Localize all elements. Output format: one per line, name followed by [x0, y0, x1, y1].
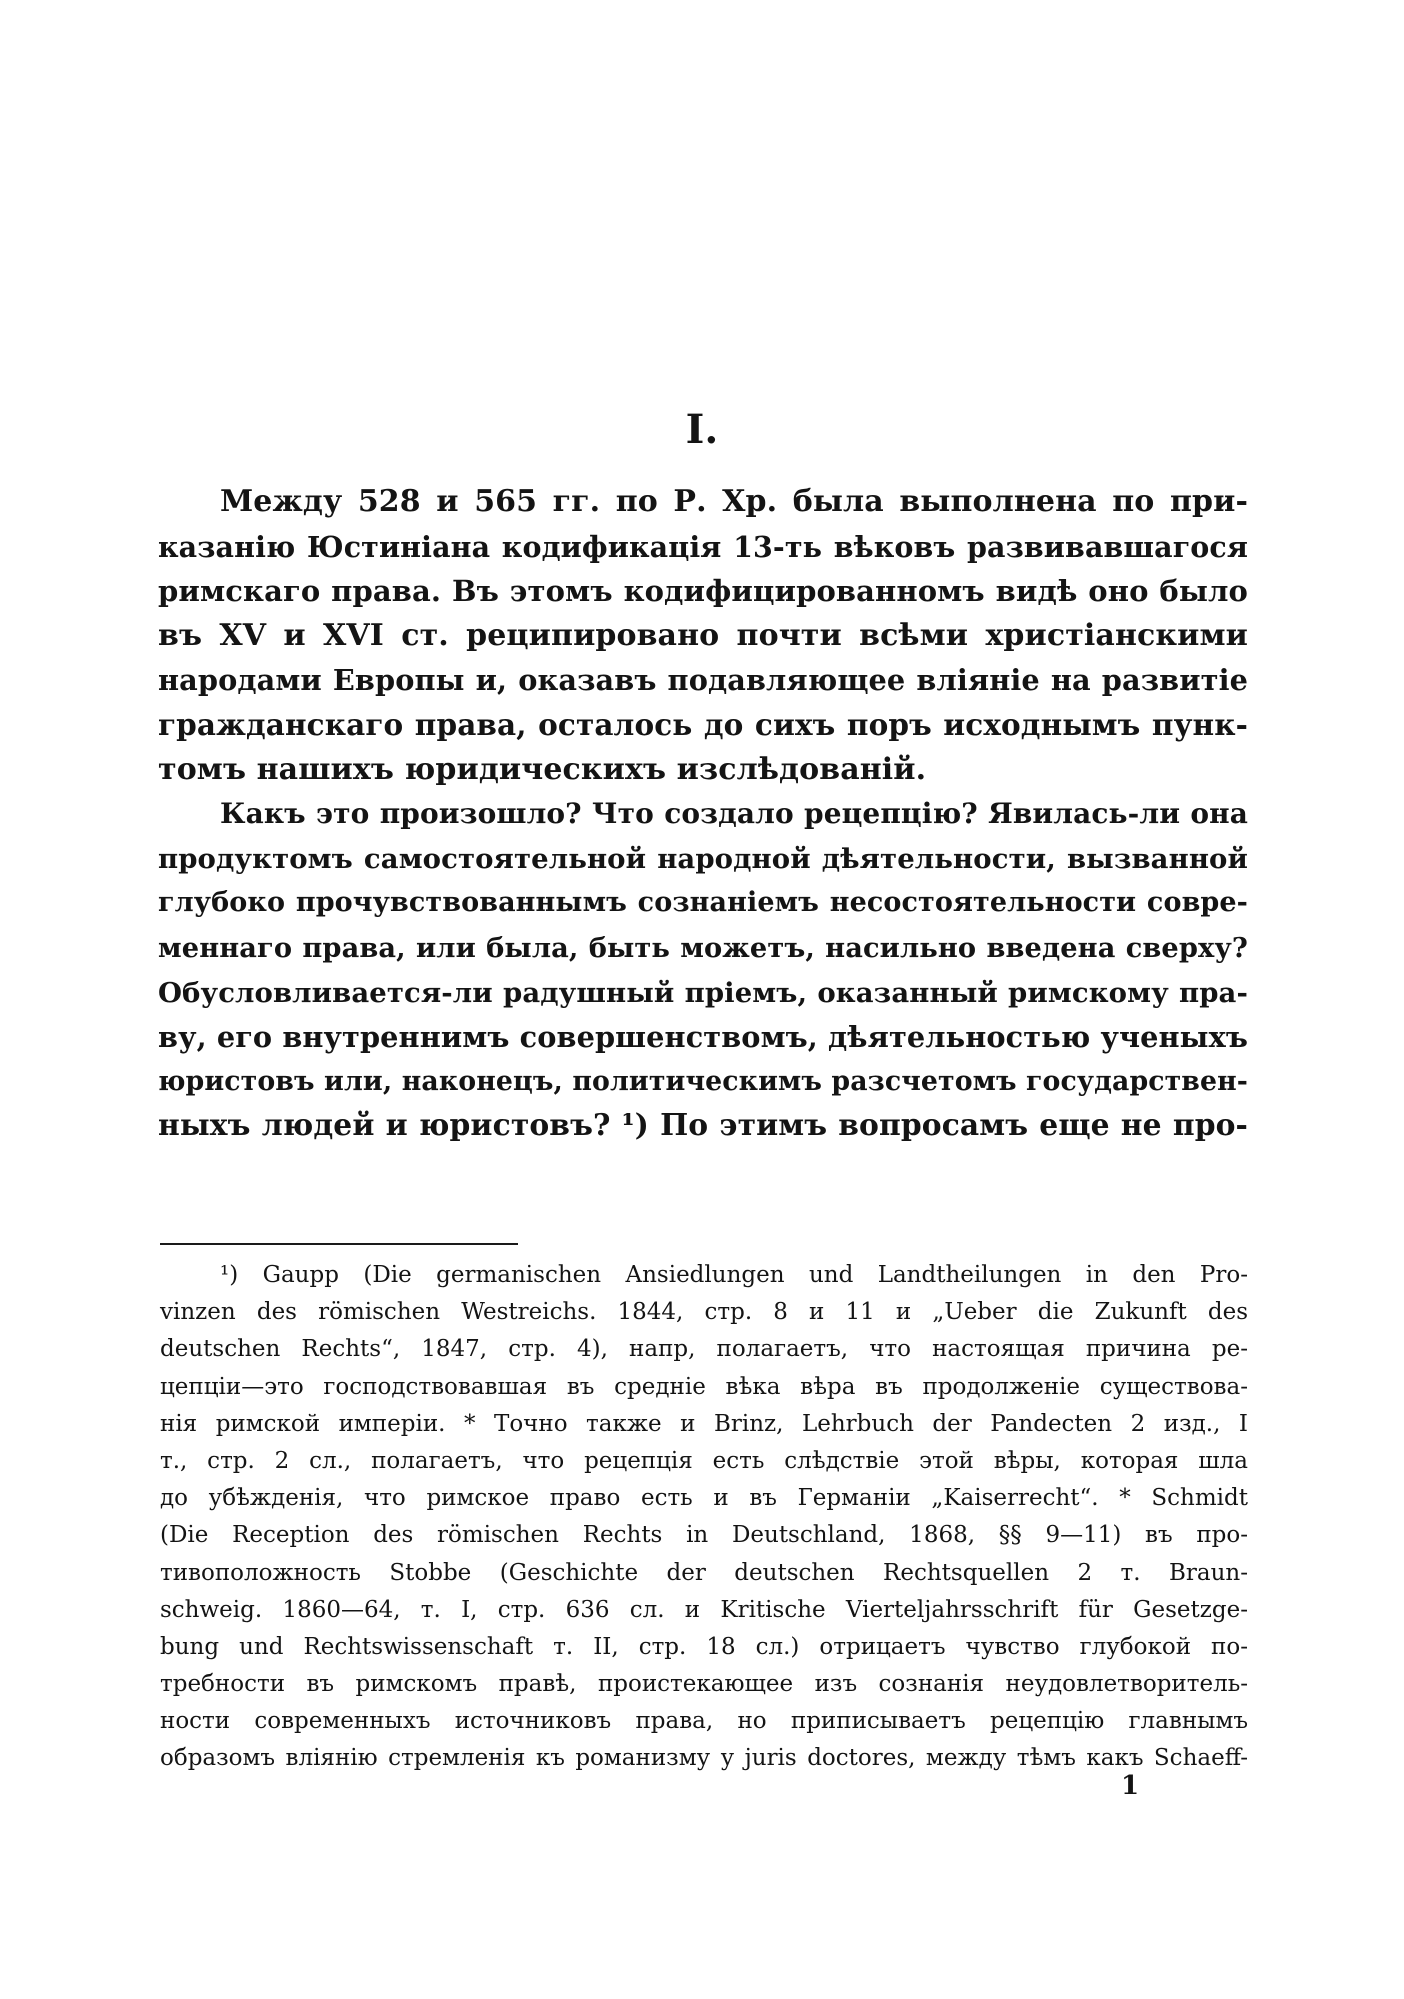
paragraph-1-line: Между 528 и 565 гг. по Р. Хр. была выполнена по при-	[220, 484, 1248, 519]
chapter-heading: I.	[685, 406, 719, 453]
paragraph-1-line: томъ нашихъ юридическихъ изслѣдованій.	[158, 751, 927, 787]
page-number: 1	[1120, 1771, 1140, 1801]
paragraph-2-line: меннаго права, или была, быть можетъ, насильно введена сверху?	[158, 931, 1248, 964]
paragraph-2-line: глубоко прочувствованнымъ сознаніемъ несостоятельности совре-	[158, 887, 1248, 919]
footnote-line: schweig. 1860—64, т. I, стр. 636 сл. и Kritische Vierteljahrsschrift für Gesetzge-	[160, 1596, 1248, 1623]
paragraph-1-line: народами Европы и, оказавъ подавляющее вліяніе на развитіе	[158, 663, 1248, 698]
paragraph-2-line: Обусловливается-ли радушный пріемъ, оказанный римскому пра-	[158, 976, 1248, 1009]
footnote-line: нія римской имперіи. * Точно также и Brinz, Lehrbuch der Pandecten 2 изд., I	[160, 1410, 1248, 1437]
paragraph-2-line: юристовъ или, наконецъ, политическимъ разсчетомъ государствен-	[158, 1065, 1248, 1097]
main-text	[158, 480, 1248, 1149]
footnote-line: до убѣжденія, что римское право есть и въ Германіи „Kaiserrecht“. * Schmidt	[160, 1485, 1248, 1512]
paragraph-2-line: Какъ это произошло? Что создало рецепцію? Явилась-ли она	[220, 797, 1248, 831]
footnote-line: образомъ вліянію стремленія къ романизму у juris doctores, между тѣмъ какъ Schaeff-	[160, 1745, 1248, 1772]
paragraph-2-line: ныхъ людей и юристовъ? ¹) По этимъ вопросамъ еще не про-	[158, 1108, 1248, 1144]
paragraph-2-line: ву, его внутреннимъ совершенствомъ, дѣятельностью ученыхъ	[158, 1020, 1248, 1055]
paragraph-2-line: продуктомъ самостоятельной народной дѣятельности, вызванной	[158, 842, 1248, 875]
footnote-line: цепціи—это господствовавшая въ средніе вѣка вѣра въ продолженіе существова-	[160, 1373, 1248, 1400]
paragraph-1-line: въ XV и XVI ст. реципировано почти всѣми христіанскими	[158, 617, 1248, 653]
paragraph-1-line: римскаго права. Въ этомъ кодифицированномъ видѣ оно было	[158, 574, 1248, 609]
footnote-line: (Die Reception des römischen Rechts in Deutschland, 1868, §§ 9—11) въ про-	[160, 1522, 1248, 1549]
footnote-line: ¹) Gaupp (Die germanischen Ansiedlungen und Landtheilungen in den Pro-	[220, 1262, 1248, 1288]
footnote-line: deutschen Rechts“, 1847, стр. 4), напр, полагаетъ, что настоящая причина ре-	[160, 1336, 1248, 1363]
paragraph-1-line: гражданскаго права, осталось до сихъ поръ исходнымъ пунк-	[158, 706, 1248, 742]
footnote-line: тивоположность Stobbe (Geschichte der deutschen Rechtsquellen 2 т. Braun-	[160, 1559, 1248, 1586]
footnote-line: ности современныхъ источниковъ права, но приписываетъ рецепцію главнымъ	[160, 1708, 1248, 1735]
footnote-line: bung und Rechtswissenschaft т. II, стр. 18 сл.) отрицаетъ чувство глубокой по-	[160, 1633, 1248, 1660]
footnote-divider	[160, 1243, 518, 1245]
footnote-line: требности въ римскомъ правѣ, проистекающее изъ сознанія неудовлетворитель-	[160, 1671, 1248, 1698]
footnote-line: т., стр. 2 сл., полагаетъ, что рецепція есть слѣдствіе этой вѣры, которая шла	[160, 1447, 1248, 1474]
footnote-line: vinzen des römischen Westreichs. 1844, стр. 8 и 11 и „Ueber die Zukunft des	[160, 1299, 1248, 1326]
paragraph-1-line: казанію Юстиніана кодификація 13-ть вѣковъ развивавшагося	[158, 529, 1248, 564]
footnote	[160, 1257, 1248, 1778]
